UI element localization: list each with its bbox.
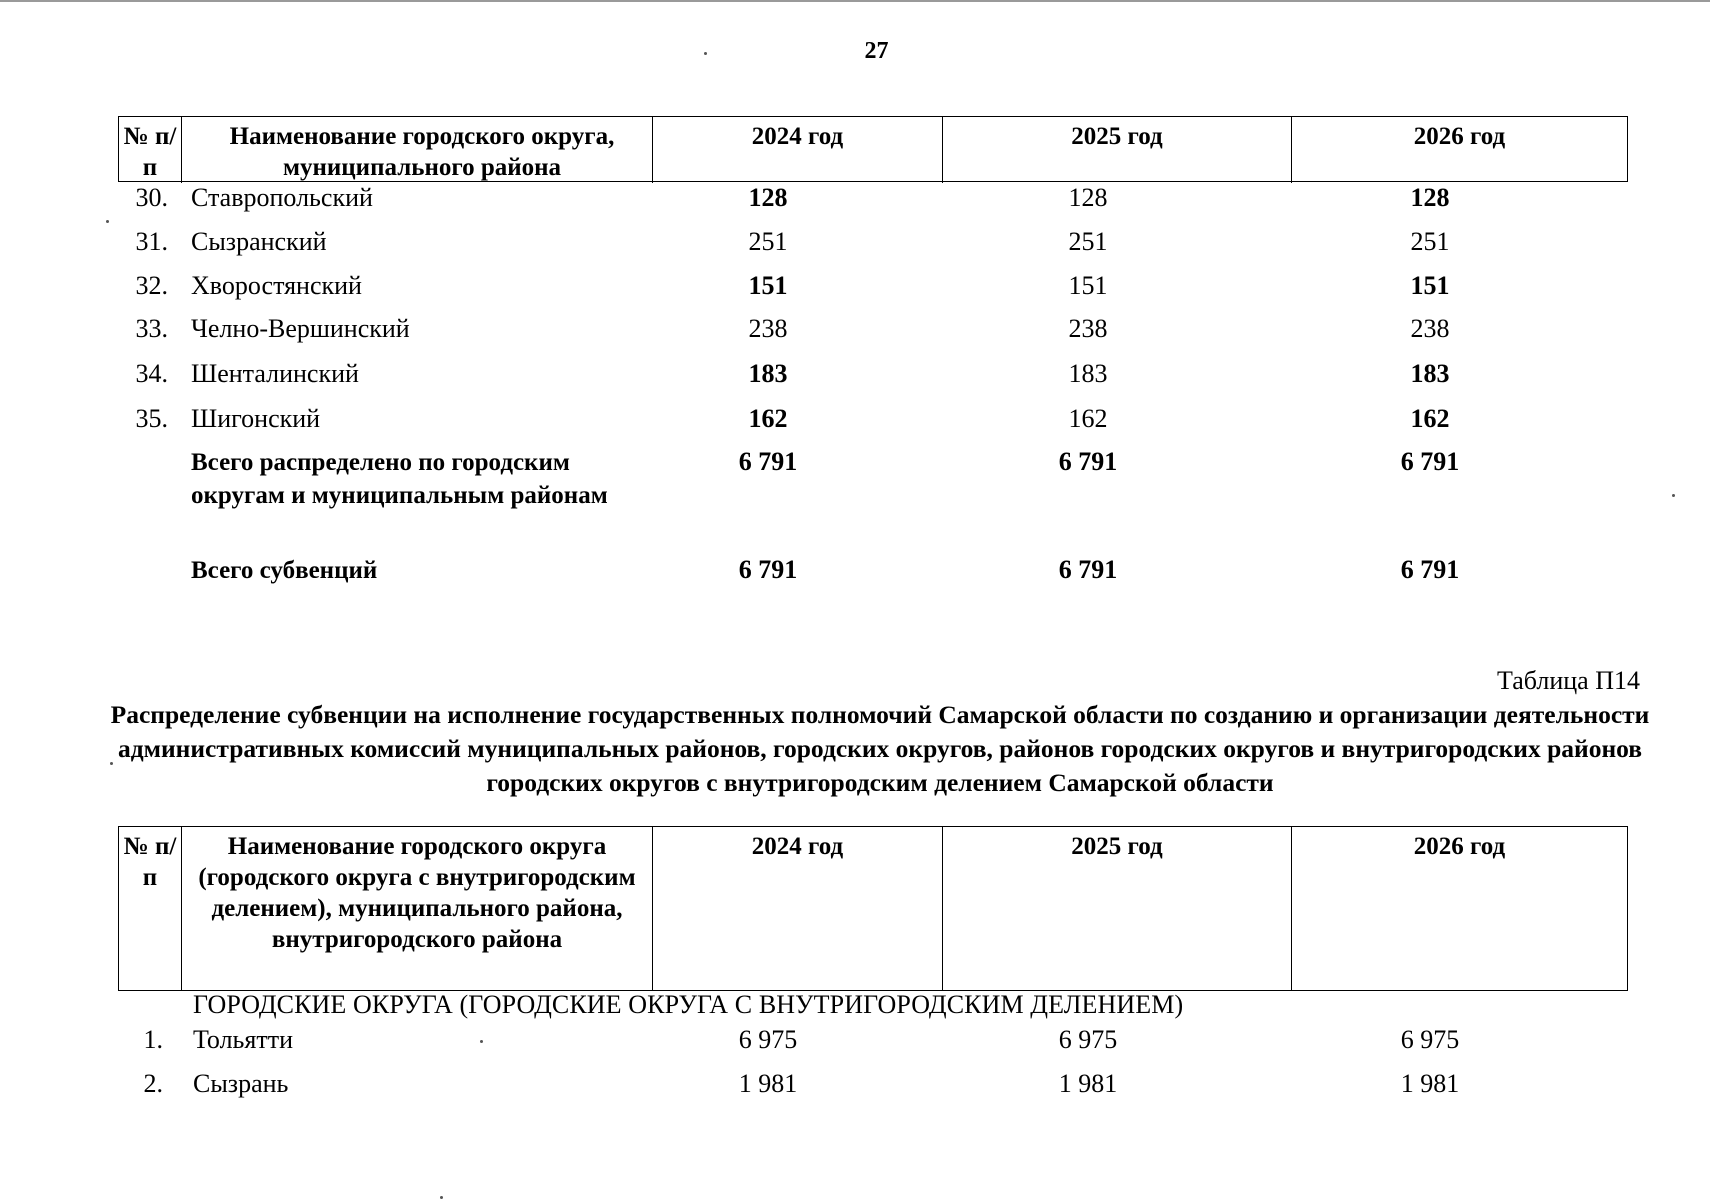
total-distributed-label: Всего распределено по городским округам и муниципальным районам: [191, 449, 608, 509]
total-distributed-2025: 6 791: [1058, 447, 1118, 476]
row-name: Шенталинский: [191, 359, 359, 388]
row-name: Шигонский: [191, 404, 321, 433]
value-2024: 128: [748, 183, 788, 212]
header-2024: 2024 год: [652, 117, 942, 183]
row-name: Тольятти: [193, 1025, 294, 1054]
value-2026: 238: [1410, 314, 1450, 343]
header-number: № п/п: [123, 123, 177, 181]
value-2026: 128: [1410, 183, 1450, 212]
table2-header: [118, 826, 1628, 991]
row-name: Ставропольский: [191, 183, 373, 212]
total-subventions-2026: 6 791: [1400, 555, 1460, 584]
value-2025: 151: [1068, 271, 1108, 300]
total-subventions-label: Всего субвенций: [191, 557, 378, 584]
row-number: 35.: [135, 404, 168, 433]
value-2026: 251: [1410, 227, 1450, 256]
scan-speck: [704, 52, 707, 55]
header-name: Наименование городского округа, муниципального района: [181, 117, 652, 183]
value-2025: 162: [1068, 404, 1108, 433]
scan-speck: [110, 762, 113, 765]
row-number: 2.: [143, 1069, 163, 1098]
row-name: Сызрань: [193, 1069, 289, 1098]
value-2024: 6 975: [738, 1025, 798, 1054]
section-heading: ГОРОДСКИЕ ОКРУГА (ГОРОДСКИЕ ОКРУГА С ВНУТРИГОРОДСКИМ ДЕЛЕНИЕМ): [193, 990, 1184, 1019]
scan-speck: [480, 1040, 483, 1043]
header-2026: 2026 год: [1291, 117, 1627, 183]
row-name: Челно-Вершинский: [191, 314, 410, 343]
value-2025: 238: [1068, 314, 1108, 343]
value-2024: 151: [748, 271, 788, 300]
page-number: 27: [864, 38, 889, 64]
value-2025: 6 975: [1058, 1025, 1118, 1054]
value-2024: 162: [748, 404, 788, 433]
row-name: Хворостянский: [191, 271, 362, 300]
value-2024: 1 981: [738, 1069, 798, 1098]
table-title: Распределение субвенции на исполнение государственных полномочий Самарской области по созданию и организации деятельности административных комиссий муниципальных районов, городских округов, районов городских округов и внутригородских районов городских округов с внутригородским делением Самарской области: [110, 700, 1650, 797]
value-2024: 183: [748, 359, 788, 388]
value-2025: 183: [1068, 359, 1108, 388]
header-2024: 2024 год: [652, 827, 942, 990]
header-2025: 2025 год: [942, 827, 1291, 990]
value-2025: 1 981: [1058, 1069, 1118, 1098]
row-number: 34.: [135, 359, 168, 388]
scan-edge-line: [0, 0, 1710, 2]
value-2026: 1 981: [1400, 1069, 1460, 1098]
total-distributed-2024: 6 791: [738, 447, 798, 476]
value-2026: 6 975: [1400, 1025, 1460, 1054]
value-2025: 128: [1068, 183, 1108, 212]
header-2026: 2026 год: [1291, 827, 1627, 990]
total-subventions-2025: 6 791: [1058, 555, 1118, 584]
total-subventions-2024: 6 791: [738, 555, 798, 584]
header-name: Наименование городского округа (городского округа с внутригородским делением), муниципального района, внутригородского района: [181, 827, 652, 990]
row-number: 32.: [135, 271, 168, 300]
value-2026: 183: [1410, 359, 1450, 388]
row-number: 30.: [135, 183, 168, 212]
header-2025: 2025 год: [942, 117, 1291, 183]
value-2025: 251: [1068, 227, 1108, 256]
value-2026: 162: [1410, 404, 1450, 433]
table-label: Таблица П14: [1497, 666, 1640, 695]
row-number: 31.: [135, 227, 168, 256]
value-2024: 251: [748, 227, 788, 256]
row-number: 1.: [143, 1025, 163, 1054]
header-number: № п/п: [123, 833, 177, 891]
value-2026: 151: [1410, 271, 1450, 300]
value-2024: 238: [748, 314, 788, 343]
row-name: Сызранский: [191, 227, 327, 256]
scan-speck: [106, 220, 109, 223]
scan-speck: [440, 1196, 443, 1199]
scan-speck: [1672, 494, 1675, 497]
row-number: 33.: [135, 314, 168, 343]
table1-header: [118, 116, 1628, 182]
total-distributed-2026: 6 791: [1400, 447, 1460, 476]
